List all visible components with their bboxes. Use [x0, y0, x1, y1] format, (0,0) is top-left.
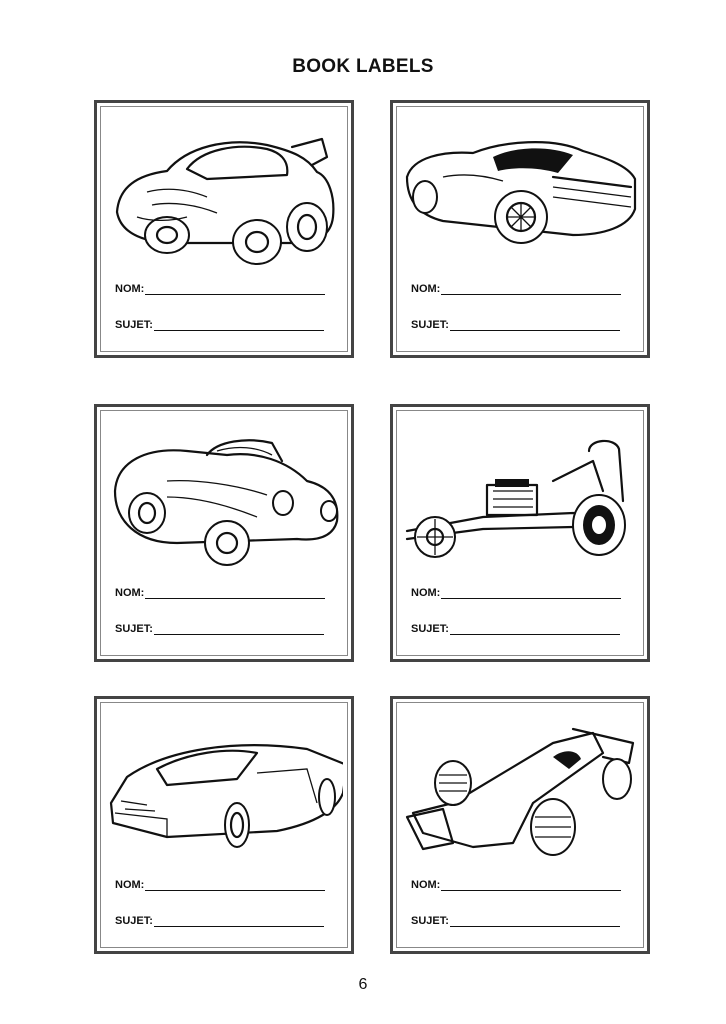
- subject-line: [450, 320, 620, 331]
- subject-line: [154, 624, 324, 635]
- name-line: [145, 880, 325, 891]
- name-field[interactable]: [115, 879, 325, 891]
- book-label-card: [94, 100, 354, 358]
- book-label-card: [390, 100, 650, 358]
- subject-line: [450, 624, 620, 635]
- convertible-classic-car-icon: [107, 421, 343, 571]
- name-field[interactable]: [115, 283, 325, 295]
- name-field[interactable]: [411, 879, 621, 891]
- subject-label: SUJET:: [115, 623, 153, 635]
- subject-label: SUJET:: [411, 915, 449, 927]
- book-label-card: [94, 404, 354, 662]
- name-field[interactable]: [411, 283, 621, 295]
- page-number: 6: [358, 976, 368, 993]
- name-line: [145, 588, 325, 599]
- name-field[interactable]: [115, 587, 325, 599]
- cartoon-sports-car-icon: [107, 117, 343, 267]
- subject-label: SUJET:: [411, 623, 449, 635]
- subject-field[interactable]: [411, 623, 620, 635]
- book-label-card: [390, 696, 650, 954]
- name-line: [145, 284, 325, 295]
- subject-line: [154, 320, 324, 331]
- subject-label: SUJET:: [411, 319, 449, 331]
- name-line: [441, 880, 621, 891]
- name-line: [441, 284, 621, 295]
- subject-field[interactable]: [411, 915, 620, 927]
- name-line: [441, 588, 621, 599]
- page-title: BOOK LABELS: [292, 56, 434, 77]
- book-label-card: [94, 696, 354, 954]
- name-label: NOM:: [411, 879, 441, 891]
- muscle-car-icon: [403, 117, 639, 267]
- subject-label: SUJET:: [115, 915, 153, 927]
- subject-field[interactable]: [115, 319, 324, 331]
- name-label: NOM:: [115, 587, 145, 599]
- subject-label: SUJET:: [115, 319, 153, 331]
- subject-field[interactable]: [411, 319, 620, 331]
- formula-one-car-icon: [403, 713, 639, 863]
- name-label: NOM:: [115, 879, 145, 891]
- supercar-icon: [107, 713, 343, 863]
- book-label-card: [390, 404, 650, 662]
- subject-field[interactable]: [115, 623, 324, 635]
- dragster-car-icon: [403, 421, 639, 571]
- name-field[interactable]: [411, 587, 621, 599]
- name-label: NOM:: [411, 283, 441, 295]
- subject-field[interactable]: [115, 915, 324, 927]
- subject-line: [450, 916, 620, 927]
- name-label: NOM:: [411, 587, 441, 599]
- subject-line: [154, 916, 324, 927]
- name-label: NOM:: [115, 283, 145, 295]
